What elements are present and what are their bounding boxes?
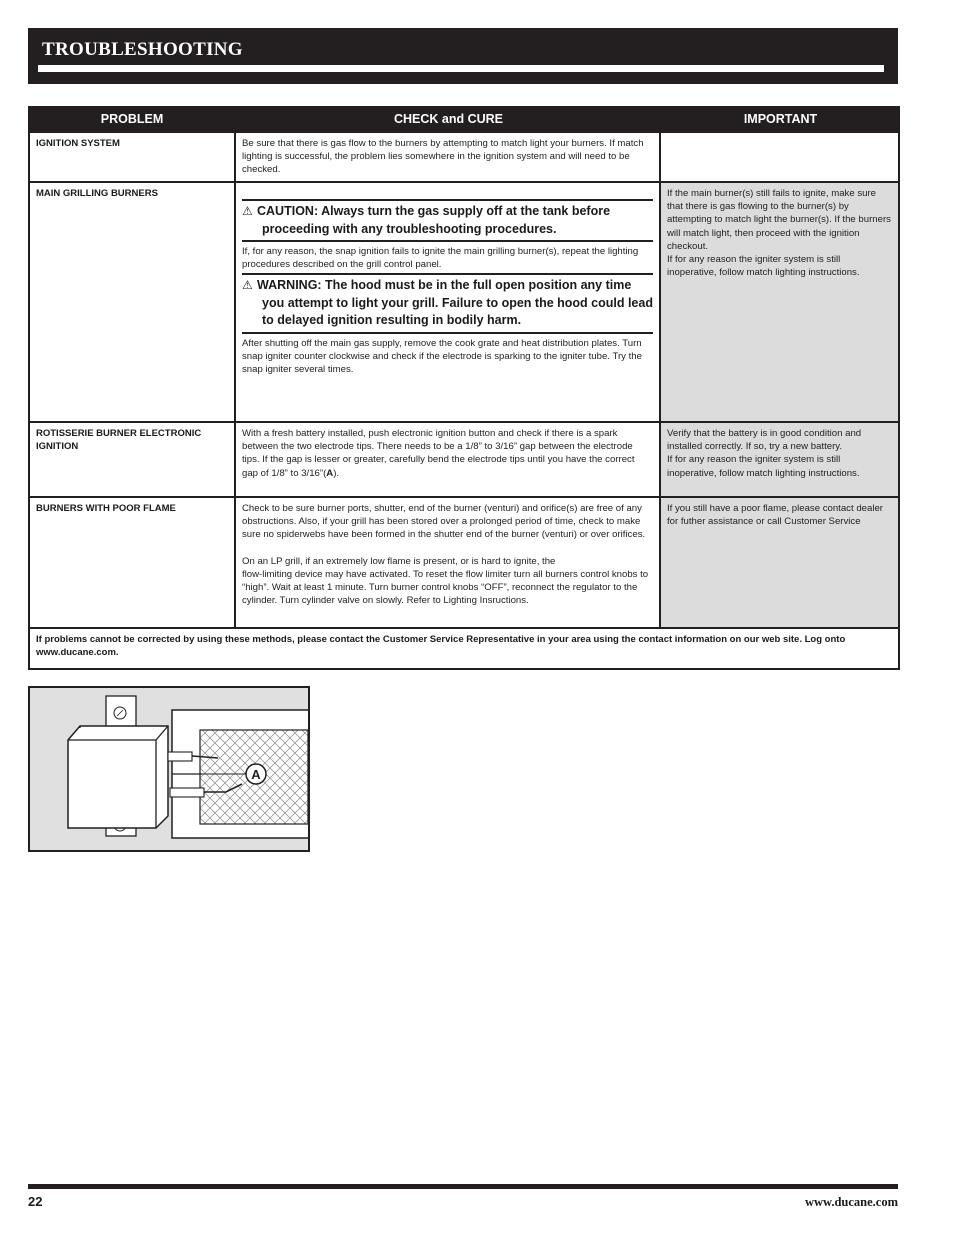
table-row [30,133,898,183]
important-cell [661,133,898,181]
warning-triangle-icon: ⚠ [242,278,253,293]
important-text: If the main burner(s) still fails to ignite, make sure that there is gas flowing to the burner(s) by attempting to match light the burner(s). If the burners will match light, then proceed with the ignition checkout. [667,188,891,252]
column-header-important: IMPORTANT [743,112,818,126]
table-row [30,498,898,629]
check-text: On an LP grill, if an extremely low flame is present, or is hard to ignite, the [242,555,556,567]
problem-label: BURNERS WITH POOR FLAME [36,503,176,514]
callout-label: A [251,767,261,782]
important-text: If for any reason the igniter system is still inoperative, follow match lighting instructions. [667,254,860,279]
important-cell [661,183,898,421]
problem-label: ROTISSERIE BURNER ELECTRONIC IGNITION [36,428,202,452]
problem-cell [30,498,236,627]
page-title: TROUBLESHOOTING [42,39,243,60]
important-text: If for any reason the igniter system is still inoperative, follow match lighting instructions. [667,454,860,479]
caution-text: CAUTION: Always turn the gas supply off at the tank before proceeding with any troubleshooting procedures. [257,204,611,236]
check-text: flow-limiting device may have activated. To reset the flow limiter turn all burners control knobs to “high”. Wait at least 1 minute. Turn burner control knobs “OFF”, reconnect the regulator to the cylinder. Turn cylinder valve on slowly. Refer to Lighting Insructions. [242,568,649,607]
column-header-check: CHECK and CURE [393,112,504,126]
figure-reference: A [326,467,334,479]
troubleshooting-table [28,106,900,670]
igniter-diagram [30,688,308,850]
problem-label: IGNITION SYSTEM [36,138,120,149]
igniter-figure [28,686,310,852]
table-footer-note: If problems cannot be corrected by using these methods, please contact the Customer Service Representative in your area using the contact information on our web site. Log onto www.ducane.com. [36,634,846,658]
page-header [28,28,898,84]
warning-triangle-icon: ⚠ [242,204,253,218]
website-link[interactable]: www.ducane.com [804,1195,898,1209]
important-text: If you still have a poor flame, please contact dealer for futher assistance or call Customer Service [667,503,883,528]
check-cell [236,133,661,181]
footer-rule [28,1184,898,1189]
table-row [30,183,898,423]
check-text: Check to be sure burner ports, shutter, end of the burner (venturi) and orifice(s) are free of any obstructions. Also, if your grill has been stored over a prolonged period of time, check to make sure no spiderwebs have been formed in the shutter end of the burner (venturi) or over orifices. [242,503,646,541]
problem-cell [30,423,236,496]
problem-label: MAIN GRILLING BURNERS [36,188,158,199]
column-header-problem: PROBLEM [100,112,164,126]
page-number: 22 [28,1194,43,1209]
check-text: If, for any reason, the snap ignition fails to ignite the main grilling burner(s), repeat the lighting procedures described on the grill control panel. [242,246,639,271]
warning-text: WARNING: The hood must be in the full open position any time you attempt to light your grill. Failure to open the hood could lead to delayed ignition resulting in bodily harm. [257,278,653,328]
problem-cell [30,133,236,181]
table-row [30,423,898,498]
important-text: Verify that the battery is in good condition and installed correctly. If so, try a new battery. [667,428,862,453]
check-text: With a fresh battery installed, push electronic ignition button and check if there is a spark between the two electrode tips. There needs to be a 1/8” to 3/16” gap between the electrode tips. If the gap is lesser or greater, carefully bend the electrode tips until you have the correct gap of 1/8” to 3/16”(A). [242,428,635,479]
check-cell [236,498,661,627]
important-cell [661,423,898,496]
important-cell [661,498,898,627]
check-cell [236,183,661,421]
check-text: Be sure that there is gas flow to the burners by attempting to match light your burners. If match lighting is successful, the problem lies somewhere in the ignition system and will need to be checked. [242,138,644,176]
check-cell [236,423,661,496]
problem-cell [30,183,236,421]
table-header [28,106,900,133]
check-text: After shutting off the main gas supply, remove the cook grate and heat distribution plates. Turn snap igniter counter clockwise and check if the electrode is sparking to the igniter tube. Try the snap igniter several times. [242,337,642,376]
caution-box [242,199,653,242]
header-rule [38,65,884,72]
warning-box [242,273,653,334]
